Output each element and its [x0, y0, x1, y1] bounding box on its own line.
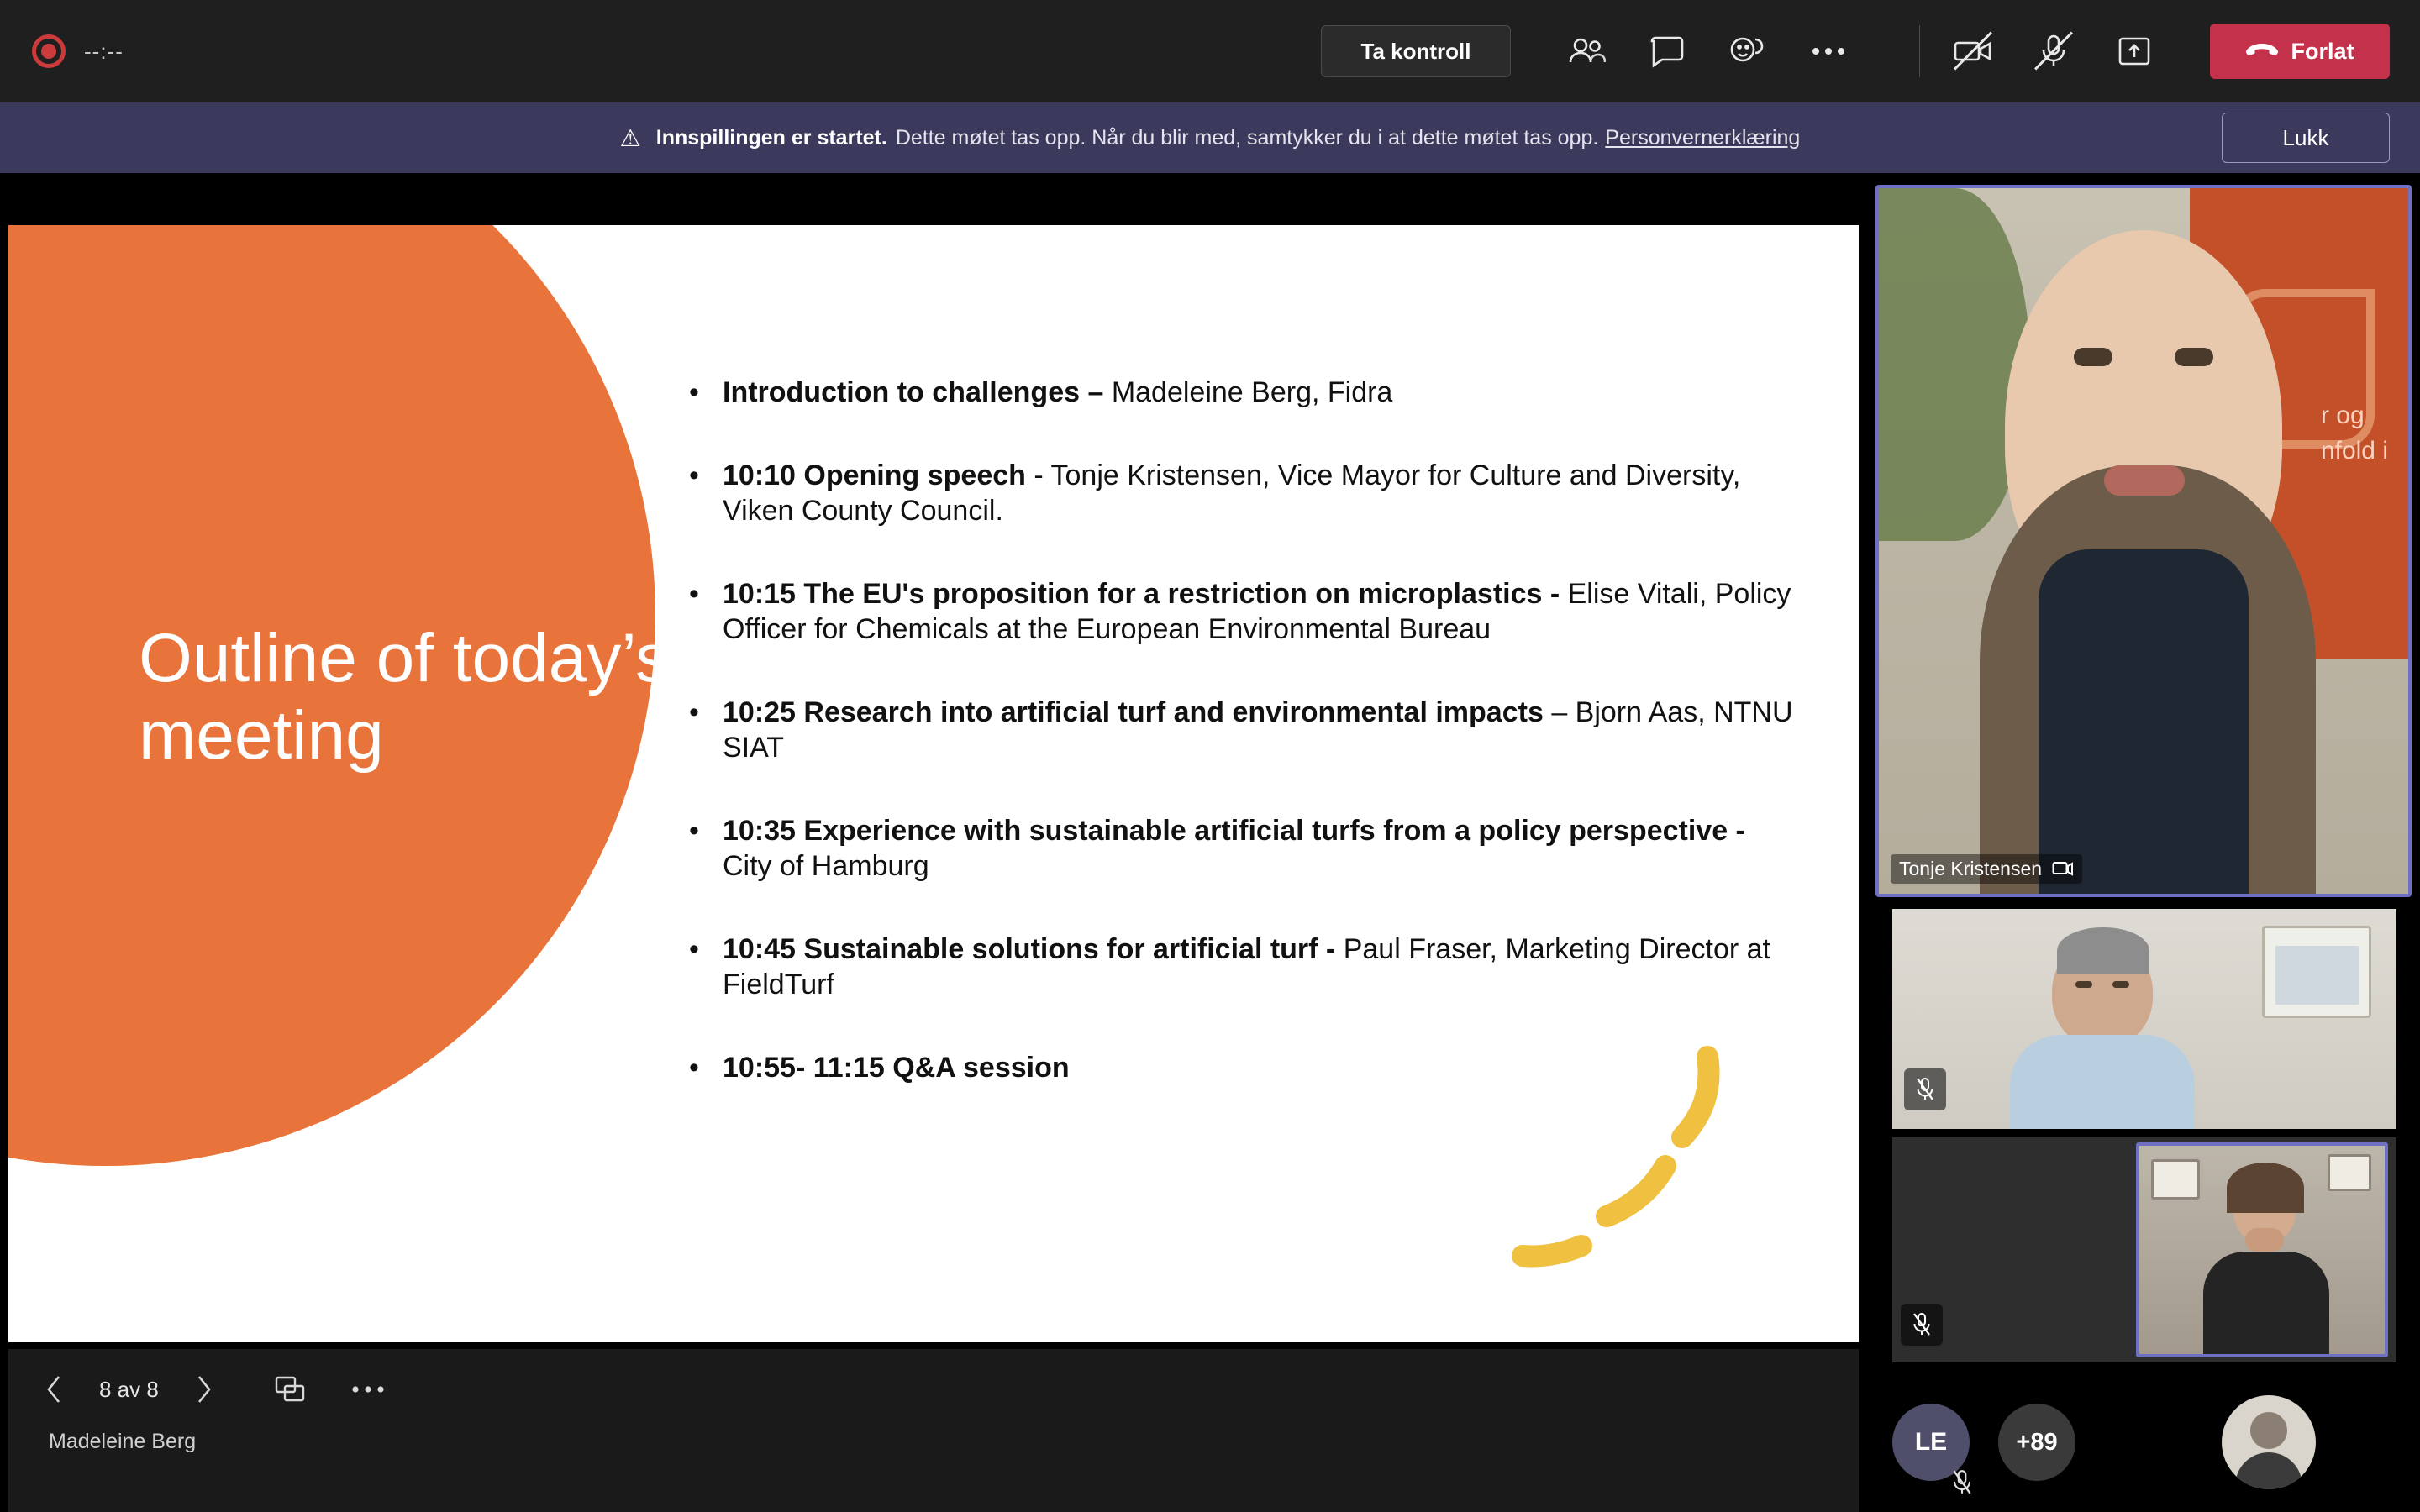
list-item: [689, 695, 1798, 766]
privacy-policy-link[interactable]: Personvernerklæring: [1605, 125, 1801, 150]
toolbar-icon-group-1: [1563, 0, 1852, 102]
avatar-body: [2235, 1452, 2302, 1489]
bullet-dot-icon: •: [689, 814, 699, 847]
bullet-bold: 10:15 The EU's proposition for a restriction on microplastics -: [723, 577, 1568, 610]
video-feed: [1892, 909, 2396, 1129]
chevron-right-icon[interactable]: [177, 1363, 229, 1415]
video-tile-main[interactable]: [1876, 185, 2412, 897]
list-item: [689, 932, 1798, 1003]
bullet-rest: – Bjorn Aas, NTNU SIAT: [723, 696, 1793, 764]
camera-off-icon[interactable]: [1949, 28, 1996, 75]
banner-close-button[interactable]: Lukk: [2222, 113, 2390, 163]
recording-banner: [0, 102, 2420, 173]
record-dot-icon: [32, 34, 66, 68]
people-icon[interactable]: [1563, 28, 1610, 75]
slide-control-bar: [8, 1349, 1859, 1512]
bullet-bold: 10:45 Sustainable solutions for artificial turf -: [723, 932, 1344, 965]
mic-muted-icon: [1904, 1068, 1946, 1110]
mic-muted-icon: [1943, 1463, 1981, 1502]
slide-title: Outline of today’s meeting: [139, 620, 671, 774]
bullet-bold: 10:35 Experience with sustainable artificial turfs from a policy perspective -: [723, 814, 1745, 847]
chat-icon[interactable]: [1644, 28, 1691, 75]
list-item: [689, 576, 1798, 648]
bullet-rest: Paul Fraser, Marketing Director at FieldTurf: [723, 932, 1770, 1000]
bullet-bold: 10:25 Research into artificial turf and environmental impacts: [723, 696, 1552, 728]
video-feed: [1879, 188, 2408, 894]
leave-meeting-button[interactable]: [2210, 24, 2390, 79]
banner-title: Innspillingen er startet.: [655, 125, 887, 150]
shared-content-stage: [0, 173, 1867, 1512]
overflow-participants: [1892, 1379, 2396, 1505]
participant-name-chip: [1891, 854, 2082, 884]
pinned-icon: [2052, 860, 2074, 879]
video-tile-3[interactable]: [1892, 1137, 2396, 1362]
participant-rail: [1867, 173, 2420, 1512]
presentation-slide[interactable]: [8, 225, 1859, 1342]
mic-muted-icon: [1901, 1304, 1943, 1346]
slide-page-indicator: 8 av 8: [99, 1376, 159, 1402]
video-feed: [2139, 1146, 2385, 1354]
bullet-rest: Elise Vitali, Policy Officer for Chemicals at the European Environmental Bureau: [723, 577, 1791, 645]
overflow-count-badge[interactable]: +89: [1998, 1404, 2075, 1481]
bullet-rest: Madeleine Berg, Fidra: [1111, 376, 1393, 408]
toolbar-divider: [1919, 25, 1920, 77]
recording-status: [32, 34, 124, 68]
avatar-head: [2250, 1412, 2287, 1449]
bullet-dot-icon: •: [689, 1051, 699, 1084]
slide-bullet-list: [689, 375, 1798, 1132]
chevron-left-icon[interactable]: [29, 1363, 81, 1415]
video-background-text: r og nfold i: [2320, 402, 2388, 465]
more-options-icon[interactable]: [342, 1363, 394, 1415]
slide-layout-icon[interactable]: [265, 1363, 317, 1415]
reactions-icon[interactable]: [1724, 28, 1771, 75]
bullet-dot-icon: •: [689, 376, 699, 408]
leave-label: Forlat: [2291, 38, 2354, 64]
bullet-rest: - Tonje Kristensen, Vice Mayor for Culture and Diversity, Viken County Council.: [723, 459, 1741, 527]
share-screen-icon[interactable]: [2111, 28, 2158, 75]
warning-icon: ⚠: [619, 124, 641, 151]
bullet-bold: Introduction to challenges –: [723, 376, 1112, 408]
meeting-timer: --:--: [84, 38, 124, 64]
bullet-dot-icon: •: [689, 932, 699, 965]
banner-message: Dette møtet tas opp. Når du blir med, samtykker du i at dette møtet tas opp.: [895, 125, 1599, 150]
video-tile-3-self[interactable]: [2136, 1142, 2388, 1357]
bullet-dot-icon: •: [689, 577, 699, 610]
take-control-button[interactable]: Ta kontroll: [1321, 25, 1511, 77]
avatar[interactable]: [2222, 1395, 2316, 1489]
slide-decor-squiggle: [1455, 1040, 1808, 1309]
more-options-icon[interactable]: [1805, 28, 1852, 75]
avatar[interactable]: LE: [1892, 1404, 1970, 1481]
bullet-dot-icon: •: [689, 459, 699, 491]
list-item: [689, 375, 1798, 411]
bullet-dot-icon: •: [689, 696, 699, 728]
bullet-bold: 10:55- 11:15 Q&A session: [723, 1051, 1070, 1084]
bullet-rest: City of Hamburg: [723, 850, 929, 882]
bullet-bold: 10:10 Opening speech: [723, 459, 1034, 491]
presenter-name: Madeleine Berg: [49, 1430, 197, 1453]
video-tile-2[interactable]: [1892, 909, 2396, 1129]
toolbar-icon-group-2: [1949, 0, 2158, 102]
mic-off-icon[interactable]: [2030, 28, 2077, 75]
participant-name: Tonje Kristensen: [1899, 858, 2043, 879]
meeting-toolbar: [0, 0, 2420, 102]
list-item: [689, 813, 1798, 885]
list-item: [689, 458, 1798, 529]
phone-hangup-icon: [2245, 42, 2279, 60]
